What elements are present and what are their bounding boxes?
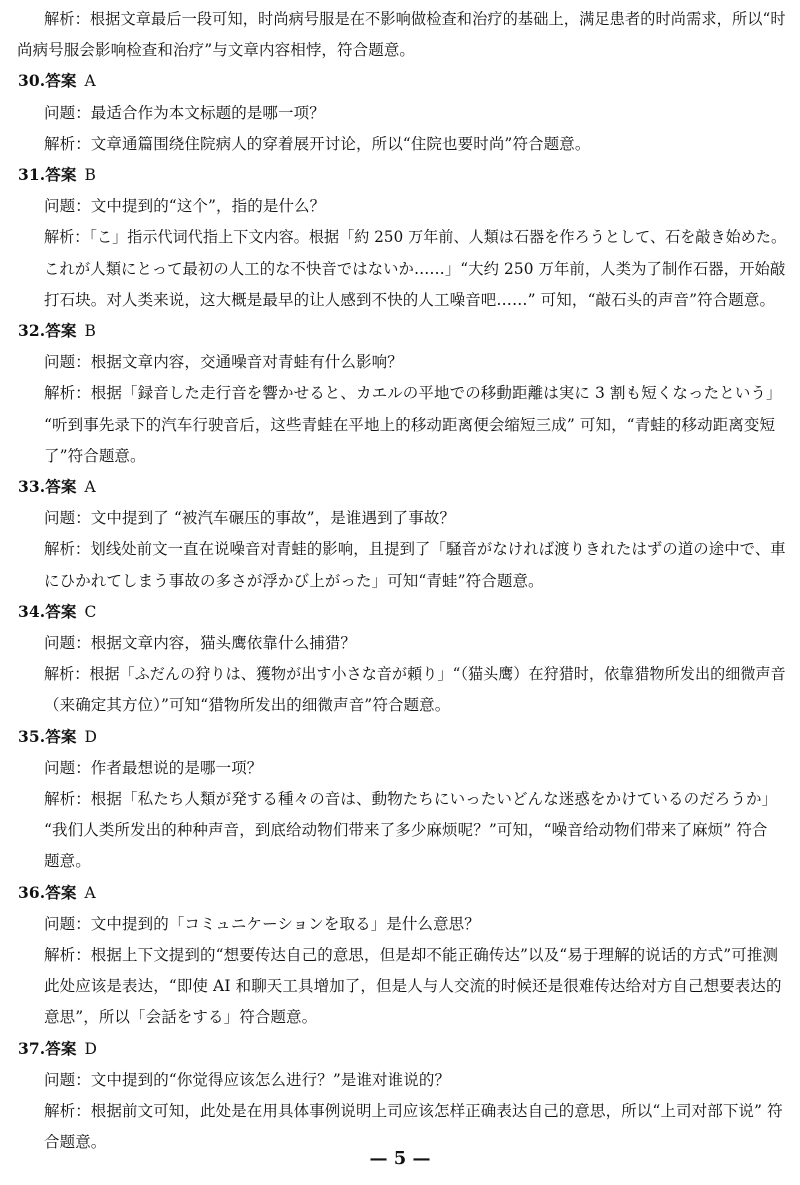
analysis-line: 此处应该是表达，“即使 AI 和聊天工具增加了，但是人与人交流的时候还是很难传达给对方自己想要表达的 <box>44 977 782 995</box>
answer-label: 答案 <box>45 883 77 902</box>
question-number: 37. <box>18 1039 46 1058</box>
answer-heading <box>18 602 96 622</box>
answer-choice: A <box>84 884 96 902</box>
analysis-line: 解析：根据文章最后一段可知，时尚病号服是在不影响做检查和治疗的基础上，满足患者的时尚需求，所以“时 <box>44 10 786 28</box>
answer-label: 答案 <box>45 165 77 184</box>
question-number: 34. <box>18 602 46 621</box>
analysis-line: 解析：根据上下文提到的“想要传达自己的意思，但是却不能正确传达”以及“易于理解的说话的方式”可推测 <box>44 946 779 964</box>
answer-label: 答案 <box>45 477 77 496</box>
page-number: — 5 — <box>369 1148 431 1169</box>
analysis-line: 了”符合题意。 <box>44 447 146 465</box>
answer-choice: B <box>84 166 96 184</box>
answer-heading <box>18 1039 97 1059</box>
analysis-line: 题意。 <box>44 852 91 870</box>
question-line: 问题：作者最想说的是哪一项？ <box>44 759 263 777</box>
answer-label: 答案 <box>45 602 77 621</box>
question-number: 32. <box>18 321 46 340</box>
analysis-line: 解析：根据「私たち人類が発する種々の音は、動物たちにいったいどんな迷惑をかけているのだろうか」 <box>44 790 778 808</box>
analysis-line: 解析：根据前文可知，此处是在用具体事例说明上司应该怎样正确表达自己的意思，所以“上司对部下说” 符 <box>44 1102 783 1120</box>
answer-heading <box>18 477 96 497</box>
analysis-line: 解析：文章通篇围绕住院病人的穿着展开讨论，所以“住院也要时尚”符合题意。 <box>44 135 591 153</box>
answer-choice: A <box>84 72 96 90</box>
analysis-line: 打石块。对人类来说，这大概是最早的让人感到不快的人工噪音吧……” 可知，“敲石头的声音”符合题意。 <box>44 291 776 309</box>
analysis-line: 解析：根据「ふだんの狩りは、獲物が出す小さな音が頼り」“（猫头鹰）在狩猎时，依靠猎物所发出的细微声音 <box>44 665 786 683</box>
question-number: 35. <box>18 727 46 746</box>
analysis-line: 合题意。 <box>44 1133 107 1151</box>
answer-heading <box>18 165 96 185</box>
answer-heading <box>18 727 97 747</box>
analysis-line: 意思”，所以「会話をする」符合题意。 <box>44 1008 318 1026</box>
question-line: 问题：文中提到的「コミュニケーションを取る」是什么意思？ <box>44 915 480 933</box>
question-line: 问题：最适合作为本文标题的是哪一项？ <box>44 104 325 122</box>
answer-choice: A <box>84 478 96 496</box>
answer-choice: D <box>84 728 98 746</box>
analysis-line: にひかれてしまう事故の多さが浮かび上がった」可知“青蛙”符合题意。 <box>44 572 544 590</box>
answer-heading <box>18 321 96 341</box>
answer-label: 答案 <box>45 727 77 746</box>
question-line: 问题：文中提到了 “被汽车碾压的事故”，是谁遇到了事故？ <box>44 509 456 527</box>
analysis-line: “我们人类所发出的种种声音，到底给动物们带来了多少麻烦呢？”可知，“噪音给动物们带来了麻烦” 符合 <box>44 821 768 839</box>
answer-choice: C <box>84 603 97 621</box>
question-line: 问题：文中提到的“你觉得应该怎么进行？”是谁对谁说的？ <box>44 1071 451 1089</box>
answer-label: 答案 <box>45 1039 77 1058</box>
question-line: 问题：根据文章内容，猫头鹰依靠什么捕猎？ <box>44 634 357 652</box>
question-number: 30. <box>18 71 46 90</box>
question-line: 问题：文中提到的“这个”，指的是什么？ <box>44 197 326 215</box>
analysis-line: これが人類にとって最初の人工的な不快音ではないか……」“大约 250 万年前，人类为了制作石器，开始敲 <box>44 260 786 278</box>
answer-choice: B <box>84 322 96 340</box>
analysis-line: 尚病号服会影响检查和治疗”与文章内容相悖，符合题意。 <box>17 41 416 59</box>
answer-choice: D <box>84 1040 98 1058</box>
question-number: 33. <box>18 477 46 496</box>
analysis-line: 解析：根据「録音した走行音を響かせると、カエルの平地での移動距離は実に 3 割も短くなったという」 <box>44 384 782 402</box>
analysis-line: 解析：划线处前文一直在说噪音对青蛙的影响，且提到了「騒音がなければ渡りきれたはずの道の途中で、車 <box>44 540 786 558</box>
answer-label: 答案 <box>45 321 77 340</box>
analysis-line: 解析：「こ」指示代词代指上下文内容。根据「約 250 万年前、人類は石器を作ろうとして、石を敲き始めた。 <box>44 228 787 246</box>
answer-heading <box>18 883 96 903</box>
analysis-line: （来确定其方位）”可知“猎物所发出的细微声音”符合题意。 <box>44 696 451 714</box>
answer-heading <box>18 71 96 91</box>
question-line: 问题：根据文章内容，交通噪音对青蛙有什么影响？ <box>44 353 403 371</box>
question-number: 36. <box>18 883 46 902</box>
analysis-line: “听到事先录下的汽车行驶音后，这些青蛙在平地上的移动距离便会缩短三成” 可知，“青蛙的移动距离变短 <box>44 416 776 434</box>
question-number: 31. <box>18 165 46 184</box>
answer-label: 答案 <box>45 71 77 90</box>
